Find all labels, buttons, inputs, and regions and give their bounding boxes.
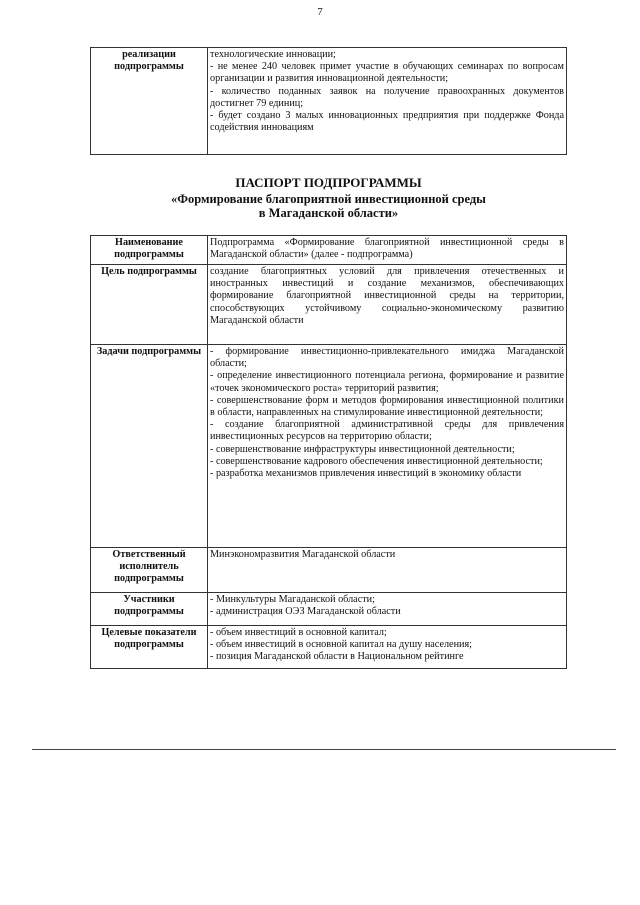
content-line: - создание благоприятной административной среды для привлечения инвестиционных ресурсов на территорию области; — [210, 419, 564, 443]
content-line: - определение инвестиционного потенциала региона, формирование и развитие «точек экономического роста» территорий развития; — [210, 370, 564, 394]
row-content — [208, 48, 567, 155]
content-line: - администрация ОЭЗ Магаданской области — [210, 606, 401, 618]
row-label: Ответственный исполнитель подпрограммы — [91, 548, 208, 593]
content-line: - разработка механизмов привлечения инвестиций в экономику области — [210, 468, 522, 480]
row-content — [208, 345, 567, 548]
content-line: - позиция Магаданской области в Национальном рейтинге — [210, 651, 464, 663]
page-divider — [32, 749, 616, 750]
passport-table — [90, 235, 567, 669]
page-number: 7 — [317, 6, 323, 18]
content-line: - Минкультуры Магаданской области; — [210, 594, 375, 605]
content-line: создание благоприятных условий для привлечения отечественных и иностранных инвестиций и создание механизмов, обеспечивающих формирование благоприятной инвестиционной среды на территории, способствующих устойчивому социально-экономическому развитию Магаданской области — [210, 266, 564, 326]
row-label: реализации подпрограммы — [91, 48, 208, 155]
row-label: Участники подпрограммы — [91, 593, 208, 626]
row-content — [208, 236, 567, 265]
row-label: Задачи подпрограммы — [91, 345, 208, 548]
top-table — [90, 47, 567, 155]
content-line: - будет создано 3 малых инновационных предприятия при поддержке Фонда содействия инновациям — [210, 110, 564, 134]
table-row — [91, 48, 567, 155]
row-label: Целевые показатели подпрограммы — [91, 626, 208, 669]
row-content — [208, 548, 567, 593]
table-row — [91, 236, 567, 265]
row-content — [208, 626, 567, 669]
content-line: - совершенствование кадрового обеспечения инвестиционной деятельности; — [210, 455, 543, 467]
table-row — [91, 265, 567, 345]
table-row — [91, 345, 567, 548]
passport-subtitle — [90, 192, 567, 220]
content-line: - количество поданных заявок на получение правоохранных документов достигнет 79 единиц; — [210, 85, 564, 109]
content-line: - совершенствование инфраструктуры инвестиционной деятельности; — [210, 443, 515, 455]
content-line: Минэкономразвития Магаданской области — [210, 549, 396, 560]
row-label: Цель подпрограммы — [91, 265, 208, 345]
table-row — [91, 593, 567, 626]
content-line: Подпрограмма «Формирование благоприятной инвестиционной среды в Магаданской области» (далее - подпрограмма) — [210, 237, 564, 261]
row-content — [208, 265, 567, 345]
content-line: - объем инвестиций в основной капитал на душу населения; — [210, 639, 472, 651]
content-line: - формирование инвестиционно-привлекательного имиджа Магаданской области; — [210, 346, 564, 370]
passport-title: ПАСПОРТ ПОДПРОГРАММЫ — [235, 175, 422, 190]
content-line: - объем инвестиций в основной капитал; — [210, 627, 387, 638]
row-content — [208, 593, 567, 626]
row-label: Наименование подпрограммы — [91, 236, 208, 265]
content-line: - не менее 240 человек примет участие в обучающих семинарах по вопросам организации и развития инновационной деятельности; — [210, 61, 564, 85]
table-row — [91, 626, 567, 669]
table-row — [91, 548, 567, 593]
content-line: - совершенствование форм и методов формирования инвестиционной политики в области, направленных на стимулирование инвестиционной деятельности; — [210, 394, 564, 419]
content-line: технологические инновации; — [210, 49, 336, 60]
subtitle-line: «Формирование благоприятной инвестиционной среды — [171, 192, 486, 206]
subtitle-line: в Магаданской области» — [258, 206, 399, 220]
